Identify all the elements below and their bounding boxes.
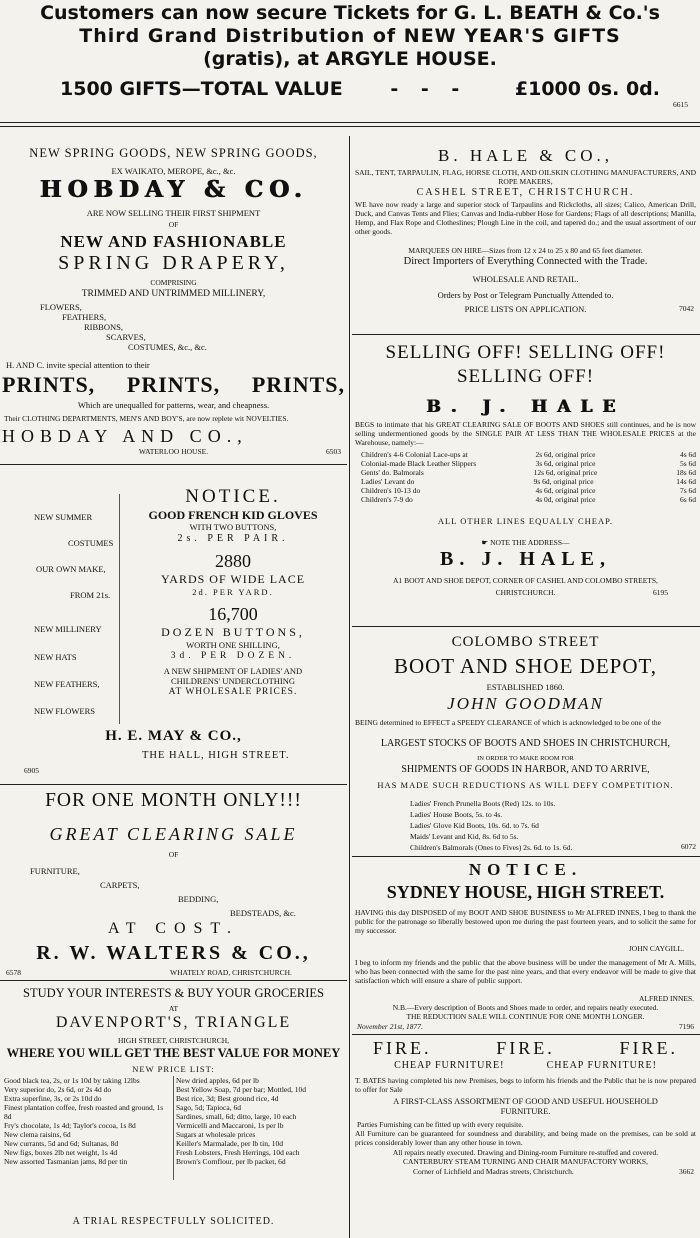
may-wholesale: AT WHOLESALE PRICES.	[168, 687, 298, 697]
may-buttons-price: 3d. PER DOZEN.	[170, 651, 296, 661]
goodman-item: Children's Balmorals (Ones to Fives) 2s. 6d. to 1s. 6d.	[410, 843, 573, 852]
bhale-co-name: B. HALE & CO.,	[438, 146, 613, 165]
may-left-4: NEW MILLINERY	[34, 624, 102, 634]
may-left-1: COSTUMES	[68, 538, 114, 548]
hobday-scarves: SCARVES,	[106, 332, 146, 342]
walters-of: OF	[168, 850, 179, 859]
goodman-intro: BEING determined to EFFECT a SPEEDY CLEARANCE of which is acknowledged to be one of the	[355, 718, 661, 727]
fire-para1: T. BATES having completed his new Premises, begs to inform his friends and the Public that he is now prepared to offer for Sale	[355, 1076, 696, 1094]
may-buttons-worth: WORTH ONE SHILLING,	[186, 640, 280, 650]
may-shipment2: CHILDRENS' UNDERCLOTHING	[170, 676, 296, 686]
hobday-name-ornate: HOBDAY & CO.	[39, 176, 308, 203]
davenport-right-item: Sugars at wholesale prices	[176, 1130, 256, 1139]
sydney-reduction: THE REDUCTION SALE WILL CONTINUE FOR ONE MONTH LONGER.	[406, 1012, 645, 1021]
bj-hale-name-ornate: B. J. HALE	[426, 397, 625, 417]
davenport-left-item: Extra superfine, 3s, or 2s 10d do	[4, 1094, 102, 1103]
goodman-name: JOHN GOODMAN	[447, 694, 604, 713]
fire-assortment: A FIRST-CLASS ASSORTMENT OF GOOD AND USEFUL HOUSEHOLD FURNITURE.	[393, 1096, 658, 1116]
may-buttons-qty: 16,700	[208, 604, 258, 624]
hobday-clothing: Their CLOTHING DEPARTMENTS, MEN'S AND BOY'S, are now replete wit NOVELTIES.	[4, 414, 289, 423]
may-gloves: GOOD FRENCH KID GLOVES	[148, 508, 318, 522]
hobday-prints-3: PRINTS,	[251, 372, 345, 397]
fire-corner: Corner of Lichfield and Madras streets, Christchurch.	[413, 1167, 574, 1176]
sydney-para2: I beg to inform my friends and the public that the above business will be under the management of Mr A. Mills, who has been connected with the same for the past nine years, and that every endeavor will be made to give that satisfaction which will ensure a share of public support.	[355, 958, 696, 985]
walters-address: WHATELY ROAD, CHRISTCHURCH.	[170, 968, 292, 977]
fire-ref: 3662	[679, 1167, 694, 1176]
davenport-left-list	[4, 1076, 172, 1166]
sydney-headline: SYDNEY HOUSE, HIGH STREET.	[386, 882, 665, 902]
bj-hale-selling-off2: SELLING OFF!	[456, 366, 595, 387]
davenport-name: DAVENPORT'S, TRIANGLE	[55, 1014, 292, 1031]
hobday-prints-1: PRINTS,	[2, 372, 96, 397]
hobday-millinery: TRIMMED AND UNTRIMMED MILLINERY,	[81, 289, 266, 299]
bhale-co-orders: Orders by Post or Telegram Punctually Attended to.	[437, 290, 614, 300]
walters-advert	[0, 786, 347, 964]
davenport-left-item: New clema raisins, 6d	[4, 1130, 71, 1139]
may-name: H. E. MAY & CO.,	[105, 728, 242, 744]
bhale-co-address: CASHEL STREET, CHRISTCHURCH.	[416, 187, 635, 198]
bj-hale-advert	[353, 338, 698, 626]
davenport-left-item: Very superior do, 2s 6d, or 2s 4d do	[4, 1085, 112, 1094]
fire-3: FIRE.	[619, 1038, 678, 1058]
may-buttons: DOZEN BUTTONS,	[161, 625, 305, 639]
may-left-3: FROM 21s.	[70, 590, 111, 600]
goodman-largest: LARGEST STOCKS OF BOOTS AND SHOES IN CHRISTCHURCH,	[380, 738, 671, 749]
walters-furniture: FURNITURE,	[30, 866, 80, 876]
may-left-0: NEW SUMMER	[34, 512, 93, 522]
davenport-right-item: Vermicelli and Maccaroni, 1s per lb	[176, 1121, 284, 1130]
bhale-co-ref: 7042	[679, 304, 694, 313]
bhale-co-importers: Direct Importers of Everything Connected with the Trade.	[403, 256, 648, 267]
davenport-right-list	[176, 1076, 346, 1166]
may-lace: YARDS OF WIDE LACE	[160, 572, 306, 586]
bj-hale-row: Children's 7-9 do 4s 0d, original price 6s 6d	[361, 495, 696, 504]
hobday-ribbons: RIBBONS,	[84, 322, 123, 332]
bj-hale-row: Colonial-made Black Leather Slippers 3s 6d, original price 5s 6d	[361, 459, 696, 468]
beath-gifts: 1500 GIFTS—TOTAL VALUE	[60, 78, 343, 100]
may-left-7: NEW FLOWERS	[34, 706, 95, 716]
hobday-costumes: COSTUMES, &c., &c.	[128, 342, 207, 352]
hobday-feathers: FEATHERS,	[62, 312, 107, 322]
davenport-left-item: New currants, 5d and 6d; Sultanas, 8d	[4, 1139, 119, 1148]
beath-line3: (gratis), at ARGYLE HOUSE.	[203, 48, 497, 70]
bj-hale-ref: 6195	[653, 588, 668, 597]
may-left-2: OUR OWN MAKE,	[36, 564, 106, 574]
bj-hale-selling-off: SELLING OFF! SELLING OFF!	[385, 342, 666, 363]
walters-bedsteads: BEDSTEADS, &c.	[230, 908, 296, 918]
bj-hale-intro: BEGS to intimate that his GREAT CLEARING SALE OF BOOTS AND SHOES still continues, and he is now selling undermentioned goods by the SINGLE PAIR AT LESS THAN THE WHOLESALE PRICES at the Warehouse, namely:—	[355, 420, 696, 447]
goodman-item: Maids' Levant and Kid, 8s. 6d to 5s.	[410, 832, 519, 841]
bhale-co-marquees: MARQUEES ON HIRE—Sizes from 12 x 24 to 25 x 80 and 65 feet diameter.	[408, 246, 643, 255]
davenport-left-item: Fry's chocolate, 1s 4d; Taylor's cocoa, 1s 8d	[4, 1121, 136, 1130]
bhale-co-price-lists: PRICE LISTS ON APPLICATION.	[464, 304, 587, 314]
davenport-trial: A TRIAL RESPECTFULLY SOLICITED.	[72, 1216, 275, 1227]
bj-hale-depot: A1 BOOT AND SHOE DEPOT, CORNER OF CASHEL AND COLOMBO STREETS,	[393, 576, 658, 585]
fire-sub2: CHEAP FURNITURE!	[546, 1060, 657, 1071]
goodman-item: Ladies' French Prunella Boots (Red) 12s. to 10s.	[410, 799, 556, 808]
may-advert	[0, 466, 347, 786]
davenport-address: HIGH STREET, CHRISTCHURCH,	[117, 1036, 230, 1045]
beath-value: £1000 0s. 0d.	[514, 78, 660, 100]
bj-hale-row: Ladies' Levant do 9s 6d, original price 14s 6d	[361, 477, 696, 486]
beath-line2: Third Grand Distribution of NEW YEAR'S GIFTS	[79, 25, 621, 47]
davenport-price-list: NEW PRICE LIST:	[132, 1064, 215, 1074]
may-shipment1: A NEW SHIPMENT OF LADIES' AND	[163, 666, 303, 676]
fire-parties: Parties Furnishing can be fitted up with every requisite.	[357, 1120, 524, 1129]
hobday-flowers: FLOWERS,	[40, 302, 82, 312]
davenport-right-item: Brown's Cornflour, per lb packet, 6d	[176, 1157, 286, 1166]
may-ref: 6905	[24, 766, 39, 775]
fire-1: FIRE.	[373, 1038, 432, 1058]
hobday-of: OF	[168, 220, 179, 229]
hobday-invite: H. AND C. invite special attention to their	[6, 360, 150, 370]
may-left-5: NEW HATS	[34, 652, 77, 662]
hobday-new-fashionable: NEW AND FASHIONABLE	[60, 232, 287, 251]
bj-hale-price-table	[361, 450, 696, 504]
pointing-hand-icon: ☛	[481, 538, 491, 547]
sydney-nb: N.B.—Every description of Boots and Shoes made to order, and repairs neatly executed.	[392, 1003, 659, 1012]
davenport-left-item: Finest plantation coffee, fresh roasted and ground, 1s 8d	[4, 1103, 164, 1121]
fire-2: FIRE.	[496, 1038, 555, 1058]
davenport-left-item: New figs, boxes 2lb net weight, 1s 4d	[4, 1148, 118, 1157]
may-buttons-two: WITH TWO BUTTONS,	[189, 522, 277, 532]
goodman-reductions: HAS MADE SUCH REDUCTIONS AS WILL DEFY COMPETITION.	[377, 780, 674, 790]
goodman-in-order: IN ORDER TO MAKE ROOM FOR	[477, 755, 574, 762]
bhale-co-trades: SAIL, TENT, TARPAULIN, FLAG, HORSE CLOTH, AND OILSKIN CLOTHING MANUFACTURERS, AND ROPE MAKERS,	[354, 168, 697, 186]
hobday-footer-name: HOBDAY AND CO.,	[2, 426, 248, 446]
sydney-ref: 7196	[679, 1022, 694, 1031]
walters-carpets: CARPETS,	[100, 880, 140, 890]
hobday-advert	[0, 140, 347, 458]
beath-line1: Customers can now secure Tickets for G. L. BEATH & Co.'s	[40, 2, 660, 24]
hobday-ref: 6503	[326, 447, 341, 456]
fire-advert	[353, 1036, 698, 1238]
bj-hale-row: Gents' do. Balmorals 12s 6d, original price 18s 6d	[361, 468, 696, 477]
davenport-where: WHERE YOU WILL GET THE BEST VALUE FOR MONEY	[6, 1046, 341, 1060]
goodman-ref: 6072	[681, 842, 696, 851]
may-lace-price: 2d. PER YARD.	[192, 587, 274, 597]
davenport-at: AT	[168, 1004, 179, 1013]
may-left-6: NEW FEATHERS,	[34, 679, 100, 689]
goodman-depot: BOOT AND SHOE DEPOT,	[393, 654, 658, 678]
bj-hale-city: CHRISTCHURCH.	[495, 588, 556, 597]
walters-headline: FOR ONE MONTH ONLY!!!	[45, 790, 302, 811]
hobday-selling: ARE NOW SELLING THEIR FIRST SHIPMENT	[86, 208, 261, 218]
walters-sale: GREAT CLEARING SALE	[49, 824, 298, 844]
davenport-right-item: Best Yellow Soap, 7d per bar; Mottled, 10d	[176, 1085, 306, 1094]
davenport-right-item: Best rice, 3d; Best ground rice, 4d	[176, 1094, 279, 1103]
sydney-sig1: JOHN CAYGILL.	[628, 944, 684, 953]
davenport-right-item: Fresh Lobsters, Fresh Herrings, 10d each	[176, 1148, 300, 1157]
davenport-right-item: Keiller's Marmalade, per lb tin, 10d	[176, 1139, 283, 1148]
hobday-ships: EX WAIKATO, MEROPE, &c., &c.	[111, 166, 236, 176]
hobday-address: WATERLOO HOUSE.	[138, 447, 209, 456]
bj-hale-note	[353, 538, 698, 547]
davenport-headline: STUDY YOUR INTERESTS & BUY YOUR GROCERIES	[23, 986, 324, 1000]
hobday-spring-drapery: SPRING DRAPERY,	[58, 252, 289, 274]
fire-works: CANTERBURY STEAM TURNING AND CHAIR MANUFACTORY WORKS,	[403, 1157, 648, 1166]
davenport-right-item: New dried apples, 6d per lb	[176, 1076, 259, 1085]
beath-advert	[0, 0, 700, 120]
sydney-para1: HAVING this day DISPOSED of my BOOT AND SHOE BUSINESS to Mr ALFRED INNES, I beg to thank the public for the patronage so liberally bestowed upon me during the past fourteen years, and to solicit the same for my successor.	[355, 908, 696, 935]
goodman-advert	[353, 630, 698, 808]
bhale-co-body: WE have now ready a large and superior stock of Tarpaulins and Rickcloths, all sizes; Calico, American Drill, Duck, and Canvas Tents and Flies; Canvas and India-rubber Hose for Gardens; Flags of all descriptions; Manilla, Hemp, and Flax Rope and Clotheslines; Plough Line in the coil, and tapered do.; and the usual assortment of our other goods.	[355, 200, 696, 236]
may-gloves-price: 2s. PER PAIR.	[177, 533, 289, 544]
bj-hale-all-other: ALL OTHER LINES EQUALLY CHEAP.	[437, 516, 614, 526]
goodman-item: Ladies' Glove Kid Boots, 10s. 6d. to 7s. 6d	[410, 821, 539, 830]
goodman-items	[410, 798, 572, 853]
hobday-unequalled: Which are unequalled for patterns, wear, and cheapness.	[77, 400, 270, 410]
goodman-established: ESTABLISHED 1860.	[486, 682, 565, 692]
goodman-item: Ladies' House Boots, 5s. to 4s.	[410, 810, 503, 819]
goodman-colombo: COLOMBO STREET	[451, 634, 600, 650]
davenport-advert	[0, 982, 347, 1238]
davenport-right-item: Sardines, small, 6d; ditto, large, 10 each	[176, 1112, 297, 1121]
hobday-spring-goods: NEW SPRING GOODS, NEW SPRING GOODS,	[29, 146, 318, 160]
davenport-right-item: Sago, 5d; Tapioca, 6d	[176, 1103, 241, 1112]
beath-ref: 6615	[673, 100, 688, 109]
davenport-left-item: Good black tea, 2s, or 1s 10d by taking 12lbs	[4, 1076, 140, 1085]
may-notice: NOTICE.	[185, 486, 281, 507]
fire-repairs: All repairs neatly executed. Drawing and Dining-room Furniture re-stuffed and covered.	[392, 1148, 659, 1157]
bj-hale-row: Children's 10-13 do 4s 6d, original price 7s 6d	[361, 486, 696, 495]
davenport-left-item: New assorted Tasmanian jams, 8d per tin	[4, 1157, 128, 1166]
walters-name: R. W. WALTERS & CO.,	[36, 942, 311, 964]
sydney-date: November 21st, 1877.	[357, 1022, 423, 1031]
bj-hale-name: B. J. HALE,	[439, 548, 612, 570]
fire-sub1: CHEAP FURNITURE!	[394, 1060, 505, 1071]
beath-dashes: - - -	[390, 78, 468, 100]
hobday-prints-2: PRINTS,	[126, 372, 221, 397]
goodman-shipments: SHIPMENTS OF GOODS IN HARBOR, AND TO ARRIVE,	[401, 764, 650, 775]
sydney-notice: NOTICE.	[468, 860, 583, 879]
may-lace-qty: 2880	[215, 551, 251, 571]
walters-at-cost: AT COST.	[108, 920, 239, 937]
bj-hale-row: Children's 4-6 Colonial Lace-ups at 2s 6d, original price 4s 6d	[361, 450, 696, 459]
fire-guaranteed: All Furniture can be guaranteed for soundness and durability, and being made on the premises, can be sold at prices considerably lower than any other house in town.	[355, 1129, 696, 1147]
may-address: THE HALL, HIGH STREET.	[142, 750, 290, 761]
bhale-co-advert	[353, 140, 698, 335]
walters-ref: 6578	[6, 968, 21, 977]
sydney-sig2: ALFRED INNES.	[638, 994, 694, 1003]
walters-bedding: BEDDING,	[178, 894, 219, 904]
sydney-advert	[353, 860, 698, 1044]
hobday-comprising: COMPRISING	[150, 278, 197, 287]
bhale-co-wholesale: WHOLESALE AND RETAIL.	[472, 274, 579, 284]
bj-hale-note-text: NOTE THE ADDRESS—	[490, 538, 570, 547]
